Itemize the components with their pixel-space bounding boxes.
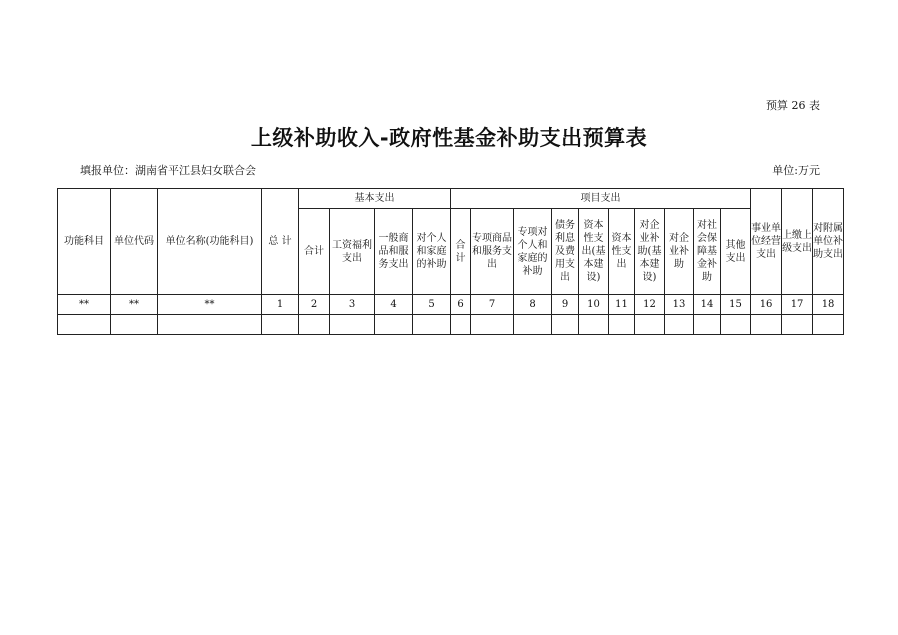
table-cell — [751, 315, 782, 335]
table-cell — [471, 315, 514, 335]
table-cell: 9 — [552, 295, 579, 315]
table-cell — [782, 315, 813, 335]
table-cell: 14 — [694, 295, 721, 315]
table-cell: 15 — [721, 295, 751, 315]
header-basic-personal: 对个人和家庭的补助 — [413, 209, 451, 295]
table-cell: 2 — [299, 295, 330, 315]
table-cell: 3 — [330, 295, 375, 315]
header-total: 总 计 — [262, 189, 299, 295]
table-cell — [413, 315, 451, 335]
table-cell — [158, 315, 262, 335]
header-project-enterprise-infra: 对企业补助(基本建设) — [635, 209, 665, 295]
table-row-numbering — [58, 295, 844, 315]
table-cell — [635, 315, 665, 335]
table-cell: 17 — [782, 295, 813, 315]
filler-unit: 填报单位：湖南省平江县妇女联合会 — [80, 164, 256, 177]
table-cell: 11 — [609, 295, 635, 315]
table-cell — [330, 315, 375, 335]
header-basic-total: 合计 — [299, 209, 330, 295]
header-unit-name: 单位名称(功能科目) — [158, 189, 262, 295]
header-project-total: 合计 — [451, 209, 471, 295]
table-cell: 13 — [665, 295, 694, 315]
table-cell: ** — [111, 295, 158, 315]
header-basic-wage: 工资福利支出 — [330, 209, 375, 295]
table-cell: 18 — [813, 295, 844, 315]
table-cell — [299, 315, 330, 335]
table-cell — [451, 315, 471, 335]
header-business: 事业单位经营支出 — [751, 189, 782, 295]
header-project-debt: 债务利息及费用支出 — [552, 209, 579, 295]
header-unit-code: 单位代码 — [111, 189, 158, 295]
table-cell: ** — [58, 295, 111, 315]
header-upper: 上缴上级支出 — [782, 189, 813, 295]
table-cell — [262, 315, 299, 335]
table-cell: 10 — [579, 295, 609, 315]
table-cell — [552, 315, 579, 335]
table-cell: 16 — [751, 295, 782, 315]
table-cell: 1 — [262, 295, 299, 315]
table-cell: ** — [158, 295, 262, 315]
header-project-other: 其他支出 — [721, 209, 751, 295]
header-project-personal: 专项对个人和家庭的补助 — [514, 209, 552, 295]
table-cell — [813, 315, 844, 335]
unit-label: 单位:万元 — [772, 164, 820, 177]
header-project-capital-infra: 资本性支出(基本建设) — [579, 209, 609, 295]
header-affiliated: 对附属单位补助支出 — [813, 189, 844, 295]
table-cell: 7 — [471, 295, 514, 315]
table-cell — [665, 315, 694, 335]
header-func: 功能科目 — [58, 189, 111, 295]
table-cell: 12 — [635, 295, 665, 315]
budget-table — [57, 188, 844, 335]
table-cell: 6 — [451, 295, 471, 315]
table-cell — [609, 315, 635, 335]
table-cell — [375, 315, 413, 335]
header-basic-goods: 一般商品和服务支出 — [375, 209, 413, 295]
page-title: 上级补助收入-政府性基金补助支出预算表 — [250, 126, 648, 150]
table-cell — [514, 315, 552, 335]
table-cell: 4 — [375, 295, 413, 315]
table-cell — [694, 315, 721, 335]
header-project-capital: 资本性支出 — [609, 209, 635, 295]
header-project-group: 项目支出 — [451, 189, 751, 209]
table-cell — [579, 315, 609, 335]
header-project-social-security: 对社会保障基金补助 — [694, 209, 721, 295]
table-cell — [721, 315, 751, 335]
table-row-empty — [58, 315, 844, 335]
form-number: 预算 26 表 — [766, 99, 820, 112]
header-project-enterprise: 对企业补助 — [665, 209, 694, 295]
table-cell — [111, 315, 158, 335]
table-cell: 5 — [413, 295, 451, 315]
header-basic-group: 基本支出 — [299, 189, 451, 209]
table-cell — [58, 315, 111, 335]
header-project-goods: 专项商品和服务支出 — [471, 209, 514, 295]
table-cell: 8 — [514, 295, 552, 315]
